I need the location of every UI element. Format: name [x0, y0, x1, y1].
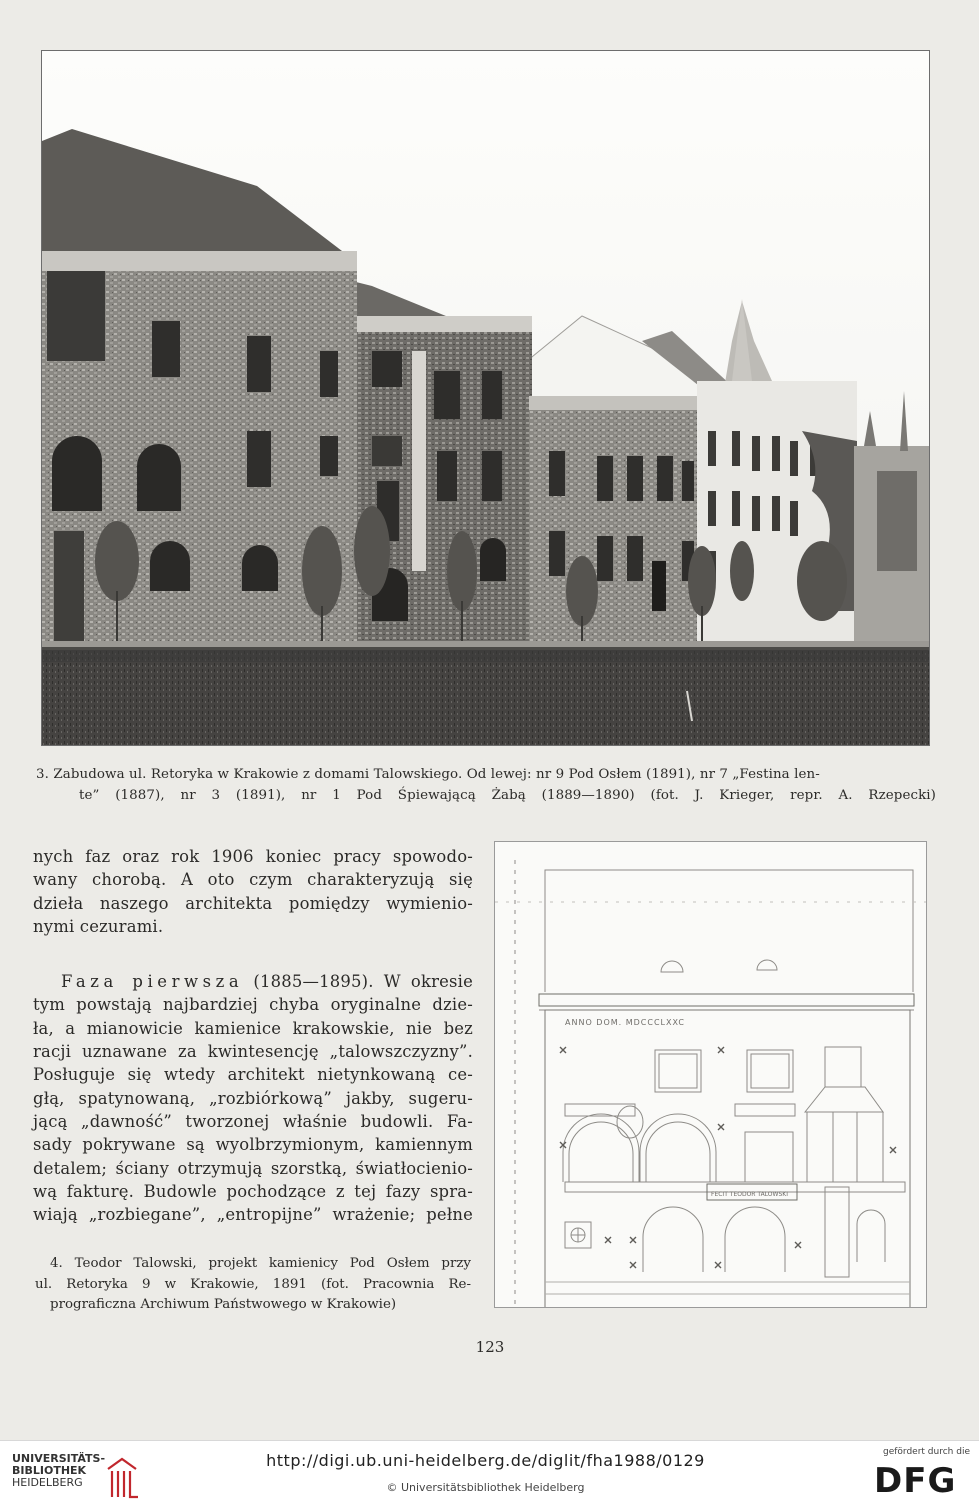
text-line: tym powstają najbardziej chyba oryginalne dzie- [33, 995, 473, 1015]
paragraph-2 [33, 970, 473, 1226]
figure-3-photograph [41, 50, 930, 746]
page-number: 123 [475, 1338, 505, 1356]
text-line: dzieła naszego architekta pomiędzy wymienio- [33, 893, 473, 913]
figure-3-caption [36, 764, 936, 806]
dfg-logo-text: DFG [874, 1461, 957, 1498]
library-name-line-1: UNIVERSITÄTS- [12, 1452, 106, 1465]
library-name-line-3: HEIDELBERG [12, 1476, 83, 1489]
text-line: racji uznawane za kwintesencję „talowszczyzny”. [33, 1042, 473, 1062]
text-line: nych faz oraz rok 1906 koniec pracy spowodo- [33, 847, 473, 866]
dfg-logo-icon [870, 1458, 968, 1498]
text-line [33, 970, 473, 993]
figure-3-caption-line-1: 3. Zabudowa ul. Retoryka w Krakowie z domami Talowskiego. Od lewej: nr 9 Pod Osłem (1891), nr 7 „Festina len- [36, 767, 820, 782]
figure-4-caption-line: 4. Teodor Talowski, projekt kamienicy Pod Osłem przy [50, 1256, 471, 1271]
figure-3-caption-line-2: te” (1887), nr 3 (1891), nr 1 Pod Śpiewającą Żabą (1889—1890) (fot. J. Krieger, repr. A. Rzepecki) [79, 788, 936, 803]
text-line: Posługuje się wtedy architekt nietynkowaną ce- [33, 1065, 473, 1085]
text-line: wą fakturę. Budowle pochodzące z tej fazy spra- [33, 1181, 473, 1201]
text-line: ła, a mianowicie kamienice krakowskie, nie bez [33, 1018, 473, 1038]
dfg-logo[interactable] [870, 1458, 968, 1498]
text-line: głą, spatynowaną, „rozbiórkową” jakby, sugeru- [33, 1088, 473, 1108]
section-lead-term: Faza pierwsza [61, 972, 244, 992]
text-line: detalem; ściany otrzymują szorstką, światłocienio- [33, 1158, 473, 1178]
university-library-logo[interactable] [12, 1453, 142, 1501]
street-photo-illustration [42, 51, 929, 745]
facade-drawing-illustration [495, 842, 926, 1307]
figure-4-caption-line: ul. Retoryka 9 w Krakowie, 1891 (fot. Pracownia Re- [35, 1276, 471, 1292]
inscription-name: FECIT TEODOR TALOWSKI [711, 1191, 788, 1198]
body-text-column [33, 845, 473, 1226]
text-line: wany chorobą. A oto czym charakteryzują się [33, 870, 473, 890]
library-emblem-icon [104, 1455, 140, 1499]
figure-4-caption-line: prograficzna Archiwum Państwowego w Krakowie) [50, 1297, 397, 1312]
text-line: sady pokrywane są wyolbrzymionym, kamiennym [33, 1135, 473, 1155]
figure-4-caption [35, 1254, 471, 1316]
funding-label: gefördert durch die [883, 1447, 970, 1457]
text-line: nymi cezurami. [33, 916, 164, 936]
figure-4-facade-drawing [494, 841, 927, 1308]
library-name-line-2: BIBLIOTHEK [12, 1464, 87, 1477]
copyright-notice: © Universitätsbibliothek Heidelberg [386, 1481, 585, 1494]
permalink-url[interactable]: http://digi.ub.uni-heidelberg.de/diglit/fha1988/0129 [266, 1451, 705, 1470]
library-name [12, 1453, 105, 1489]
inscription-date: ANNO DOM. MDCCCLXXC [565, 1018, 685, 1027]
section-lead-rest: (1885—1895). W okresie [243, 972, 473, 992]
digital-library-footer [0, 1440, 979, 1508]
text-line: wiają „rozbiegane”, „entropijne” wrażenie; pełne [33, 1205, 473, 1225]
text-line: jącą „dawność” tworzonej właśnie budowli. Fa- [33, 1111, 473, 1131]
paragraph-1 [33, 845, 473, 938]
